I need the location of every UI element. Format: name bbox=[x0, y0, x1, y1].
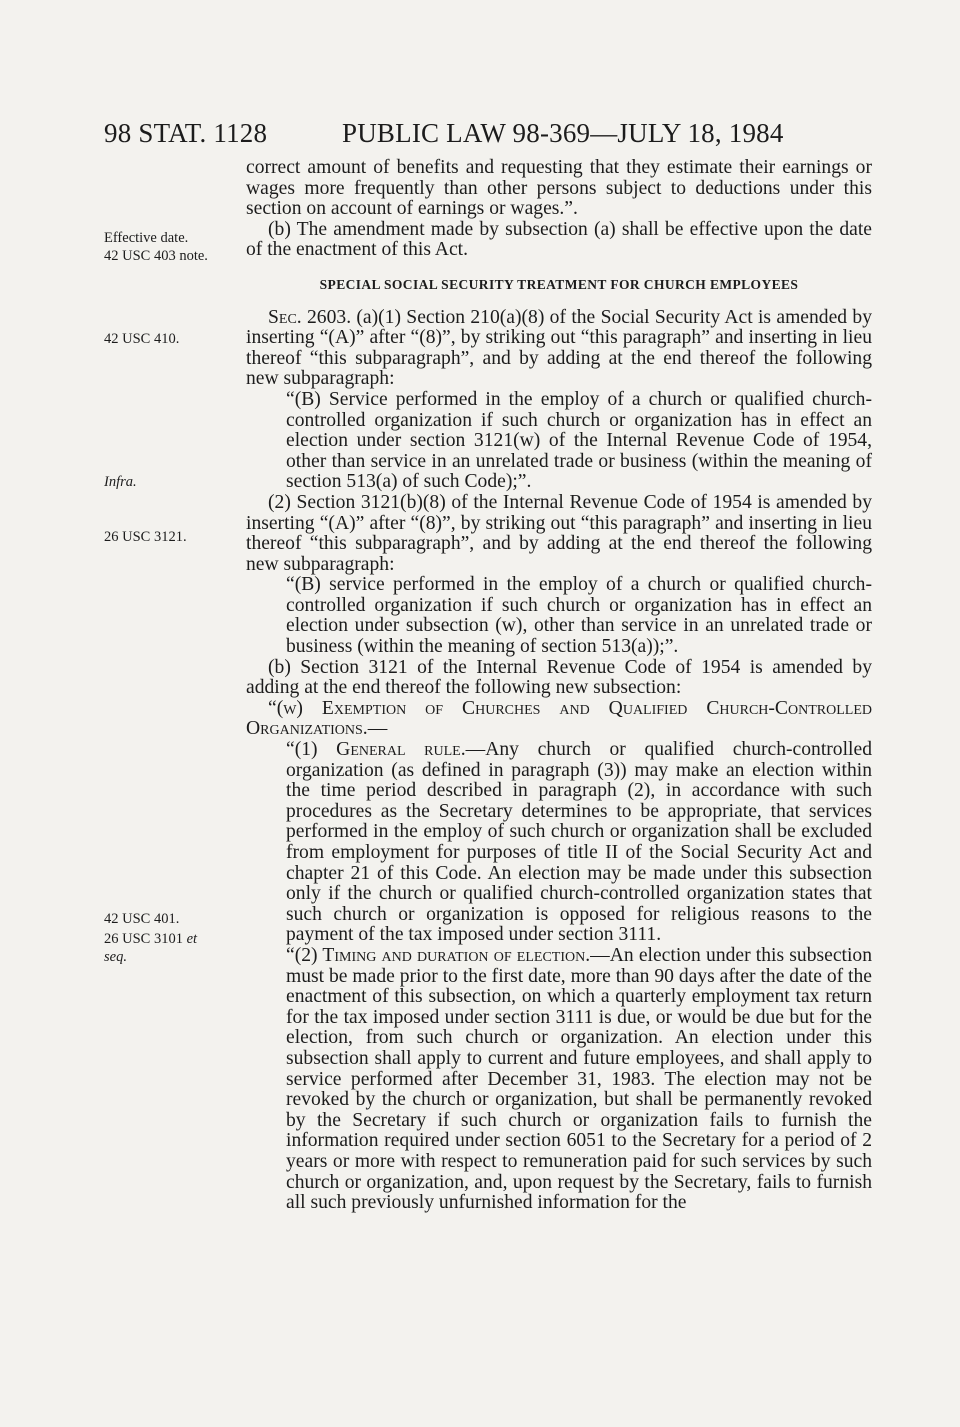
section-heading: SPECIAL SOCIAL SECURITY TREATMENT FOR CHURCH EMPLOYEES bbox=[319, 276, 799, 292]
subsection-w-title: “(w) Exemption of Churches and Qualified Church-Controlled Organizations.— bbox=[246, 697, 872, 740]
stat-page-number: 98 STAT. 1128 bbox=[104, 118, 268, 148]
paragraph-b-section-3121: (b) Section 3121 of the Internal Revenue Code of 1954 is amended by adding at the end thereof the following new subsection: bbox=[246, 656, 872, 699]
paragraph-sec-2603: Sec. 2603. (a)(1) Section 210(a)(8) of the Social Security Act is amended by inserting “(A)” after “(8)”, by striking out “this paragraph” and inserting in lieu thereof “this subparagraph”, and by adding at the end thereof the following new subparagraph: bbox=[246, 306, 872, 390]
body-text bbox=[246, 158, 872, 1214]
margin-note-usc-410: 42 USC 410. bbox=[104, 331, 180, 347]
paragraph-timing-duration: “(2) Timing and duration of election.—An election under this subsection must be made prior to the first date, more than 90 days after the date of the enactment of this subsection, on which a quarterly employment tax return for the tax imposed under section 3111 is due, or would be due but for the election, from such church or organization. An election under this subsection shall apply to current and future employees, and shall apply to service performed after December 31, 1983. The election may not be revoked by the church or organization, but shall be permanently revoked by the Secretary if such church or organization fails to furnish the information required under section 6051 to the Secretary for a period of 2 years or more with respect to remuneration paid for such services by such church or organization, and, upon request by the Secretary, fails to furnish all such previously unfurnished information for the bbox=[286, 944, 873, 1214]
margin-note-effective-date: Effective date. bbox=[104, 230, 189, 246]
margin-note-usc-3121: 26 USC 3121. bbox=[104, 529, 187, 545]
paragraph-general-rule: “(1) General rule.—Any church or qualified church-controlled organization (as defined in paragraph (3)) may make an election within the time period described in paragraph (2), in accordance with such procedures as the Secretary determines to be appropriate, that services performed in the employ of such church or organization shall be excluded from employment for purposes of title II of the Social Security Act and chapter 21 of this Code. An election may be made under this subsection only if the church or qualified church-controlled organization states that such church or organization is opposed for religious reasons to the payment of the tax imposed under section 3111. bbox=[286, 739, 872, 946]
timing-label: “(2) Timing and duration of election. bbox=[286, 944, 591, 966]
margin-note-usc-401: 42 USC 401. bbox=[104, 911, 180, 927]
paragraph-continuation: correct amount of benefits and requesting that they estimate their earnings or wages more frequently than other persons subject to deductions under this section on account of earnings or wages.”. bbox=[246, 157, 872, 220]
paragraph-quote-b-2: “(B) service performed in the employ of a church or qualified church-controlled organization if such church or organization has in effect an election under subsection (w), other than service in an unrelated trade or business (within the meaning of section 513(a));”. bbox=[286, 574, 872, 658]
margin-note-usc-403: 42 USC 403 note. bbox=[104, 248, 208, 264]
general-rule-label: “(1) General rule. bbox=[286, 739, 466, 761]
paragraph-a-2: (2) Section 3121(b)(8) of the Internal Revenue Code of 1954 is amended by inserting “(A)” after “(8)”, by striking out “this paragraph” and inserting in lieu thereof “this subparagraph”, and by adding at the end thereof the following new subparagraph: bbox=[246, 491, 872, 575]
margin-note-seq: seq. bbox=[104, 949, 127, 965]
paragraph-quote-b-1: “(B) Service performed in the employ of a church or qualified church-controlled organization if such church or organization has in effect an election under section 3121(w) of the Internal Revenue Code of 1954, other than service in an unrelated trade or business (within the meaning of section 513(a) of such Code);”. bbox=[286, 388, 872, 493]
sec-label: Sec. bbox=[268, 306, 302, 328]
paragraph-effective-date: (b) The amendment made by subsection (a) shall be effective upon the date of the enactment of this Act. bbox=[246, 218, 872, 261]
margin-note-usc-3101: 26 USC 3101 et bbox=[104, 931, 198, 947]
public-law-title: PUBLIC LAW 98-369—JULY 18, 1984 bbox=[342, 118, 784, 148]
margin-note-infra: Infra. bbox=[104, 474, 137, 490]
